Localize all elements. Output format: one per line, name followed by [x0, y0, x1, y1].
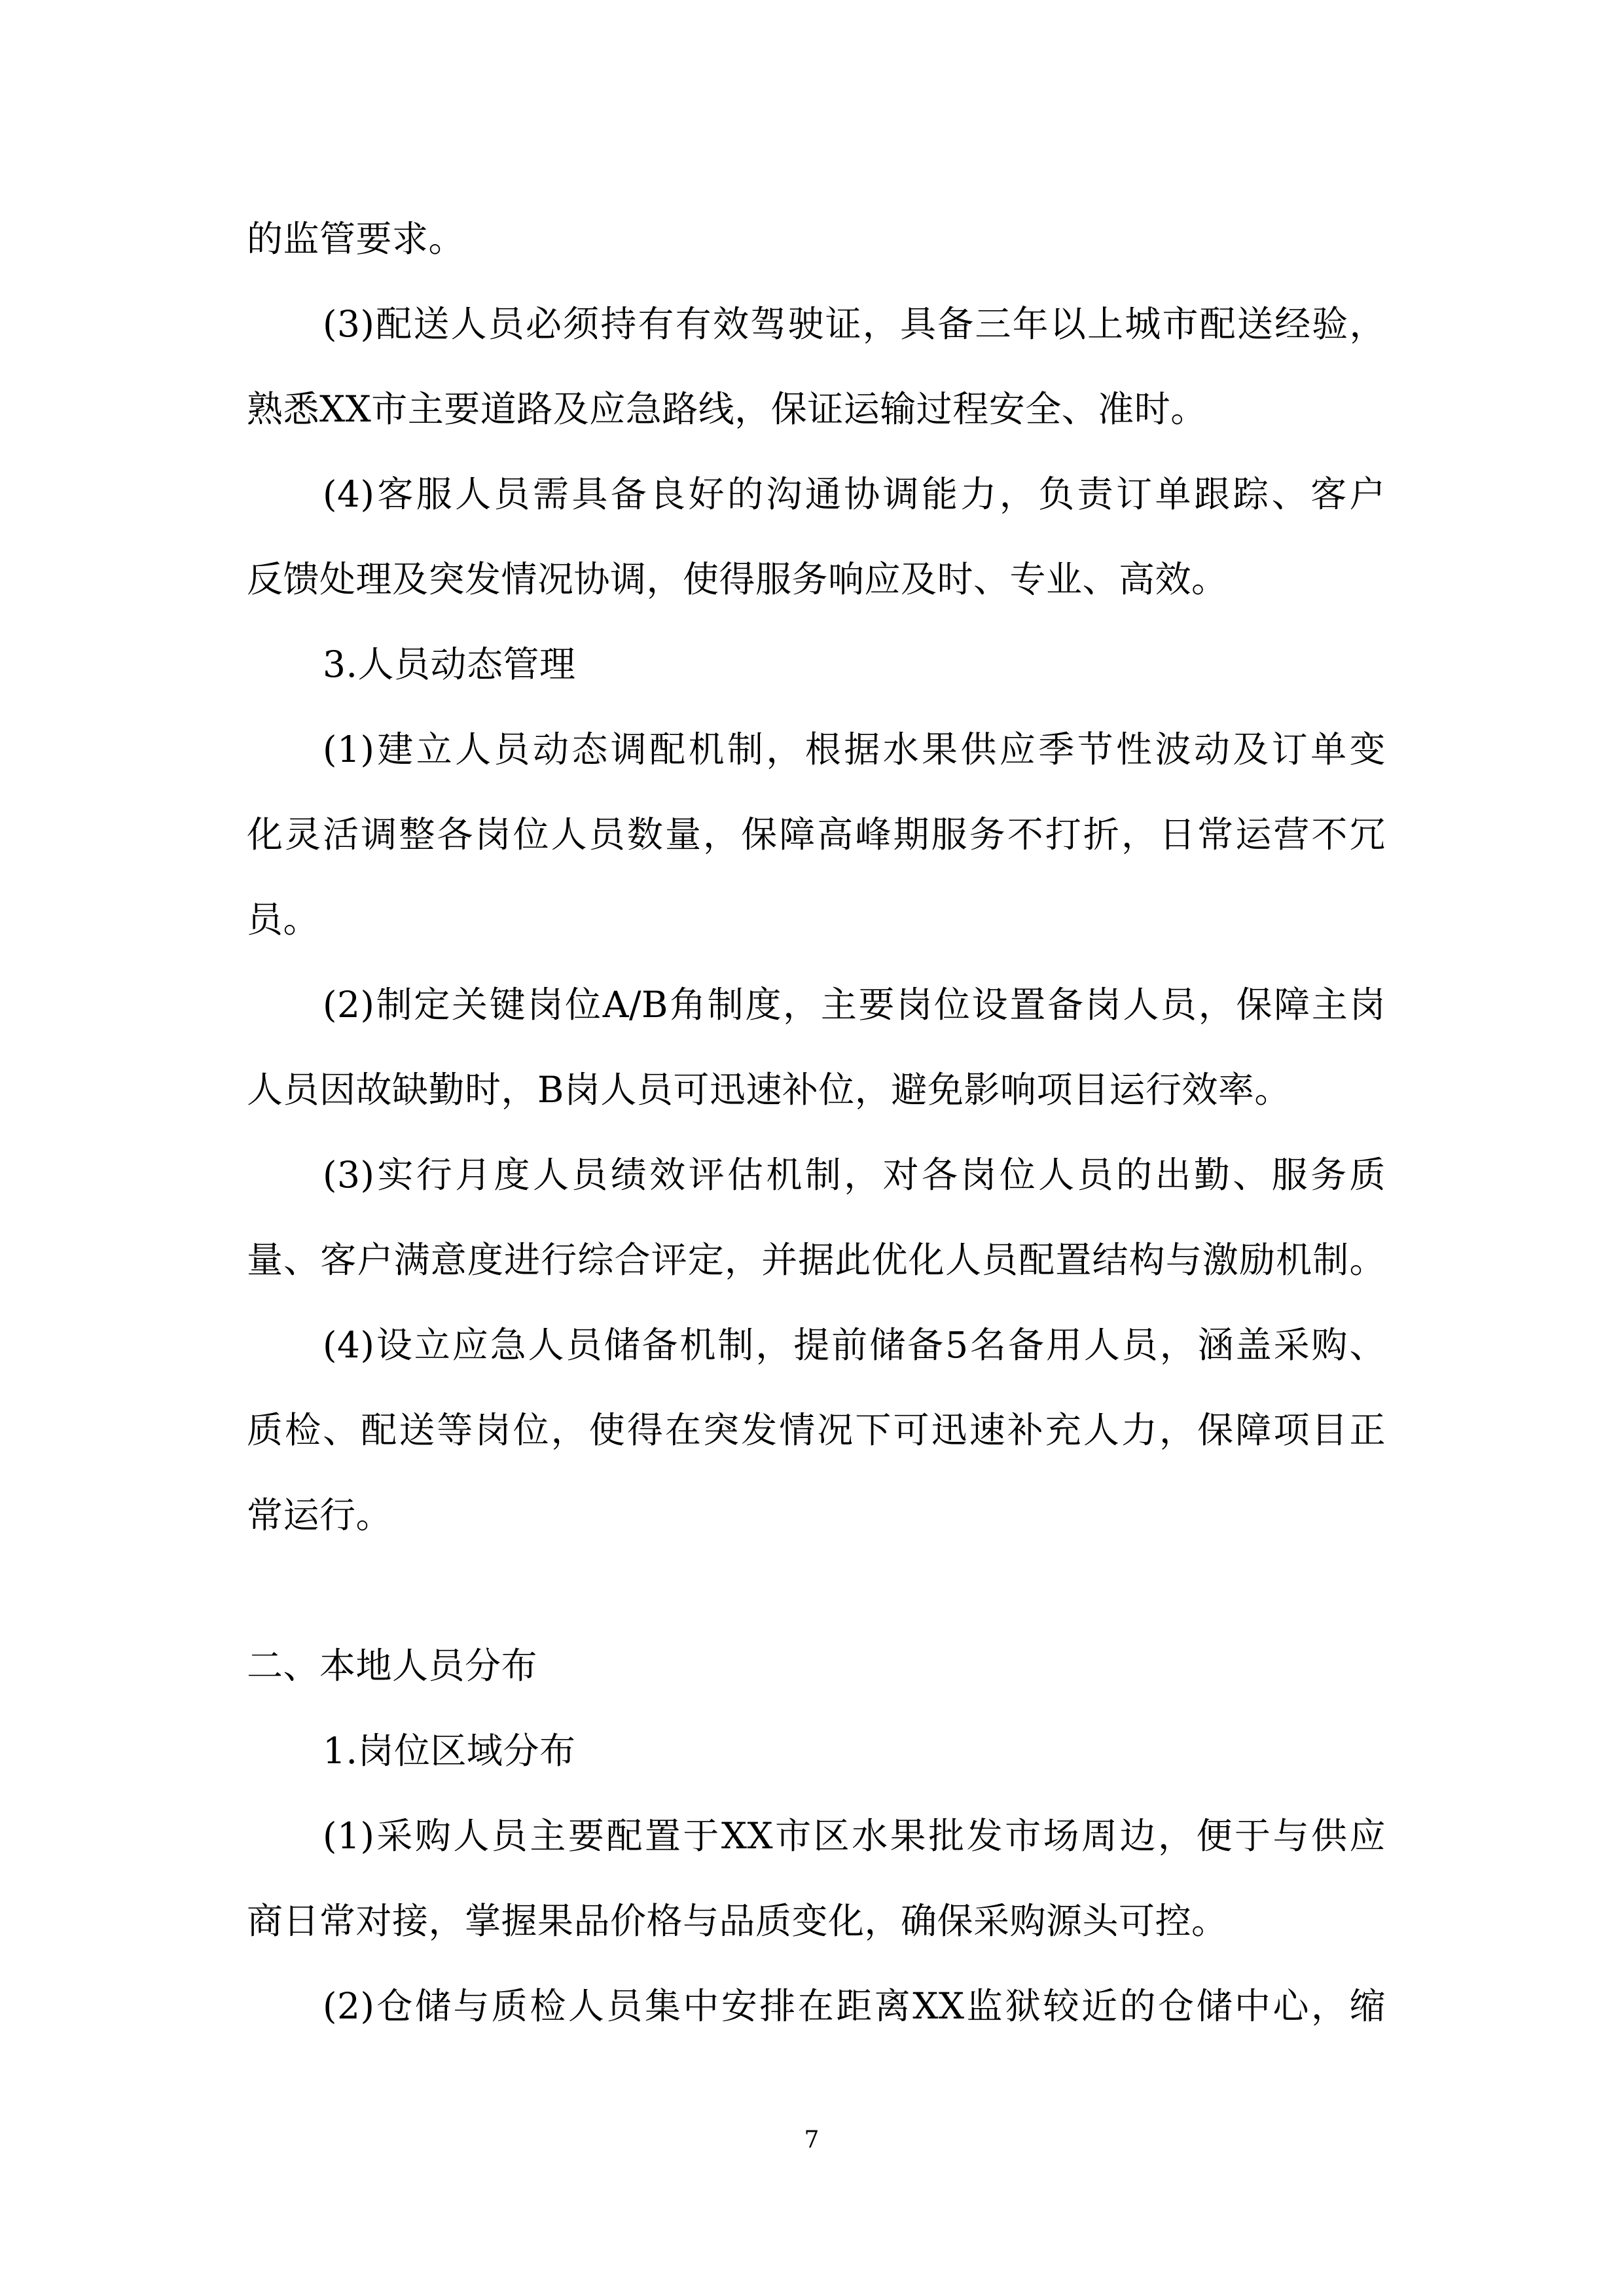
- text-line: 常运行。: [247, 1494, 393, 1536]
- text-line: 熟悉XX市主要道路及应急路线，保证运输过程安全、准时。: [247, 388, 1207, 430]
- text-line: 人员因故缺勤时，B岗人员可迅速补位，避免影响项目运行效率。: [247, 1069, 1291, 1111]
- text-line: (3)配送人员必须持有有效驾驶证，具备三年以上城市配送经验，: [323, 303, 1386, 345]
- text-line: (2)仓储与质检人员集中安排在距离XX监狱较近的仓储中心，缩: [323, 1985, 1386, 2027]
- text-line: (4)客服人员需具备良好的沟通协调能力，负责订单跟踪、客户: [323, 473, 1386, 515]
- text-line: 量、客户满意度进行综合评定，并据此优化人员配置结构与激励机制。: [247, 1239, 1386, 1281]
- text-line: (1)建立人员动态调配机制，根据水果供应季节性波动及订单变: [323, 728, 1386, 770]
- text-line: 员。: [247, 899, 320, 941]
- section-heading: 3.人员动态管理: [323, 643, 576, 685]
- text-line: (2)制定关键岗位A/B角制度，主要岗位设置备岗人员，保障主岗: [323, 984, 1386, 1026]
- text-line: 化灵活调整各岗位人员数量，保障高峰期服务不打折，日常运营不冗: [247, 814, 1386, 855]
- text-line: (1)采购人员主要配置于XX市区水果批发市场周边，便于与供应: [323, 1815, 1386, 1857]
- text-line: 的监管要求。: [247, 218, 465, 260]
- text-line: 商日常对接，掌握果品价格与品质变化，确保采购源头可控。: [247, 1900, 1228, 1942]
- text-line: (4)设立应急人员储备机制，提前储备5名备用人员，涵盖采购、: [323, 1324, 1386, 1366]
- chapter-heading: 二、本地人员分布: [247, 1645, 538, 1687]
- section-heading: 1.岗位区域分布: [323, 1730, 576, 1772]
- text-line: (3)实行月度人员绩效评估机制，对各岗位人员的出勤、服务质: [323, 1154, 1386, 1196]
- page-number: 7: [804, 2126, 820, 2153]
- text-line: 反馈处理及突发情况协调，使得服务响应及时、专业、高效。: [247, 558, 1228, 600]
- text-line: 质检、配送等岗位，使得在突发情况下可迅速补充人力，保障项目正: [247, 1409, 1386, 1451]
